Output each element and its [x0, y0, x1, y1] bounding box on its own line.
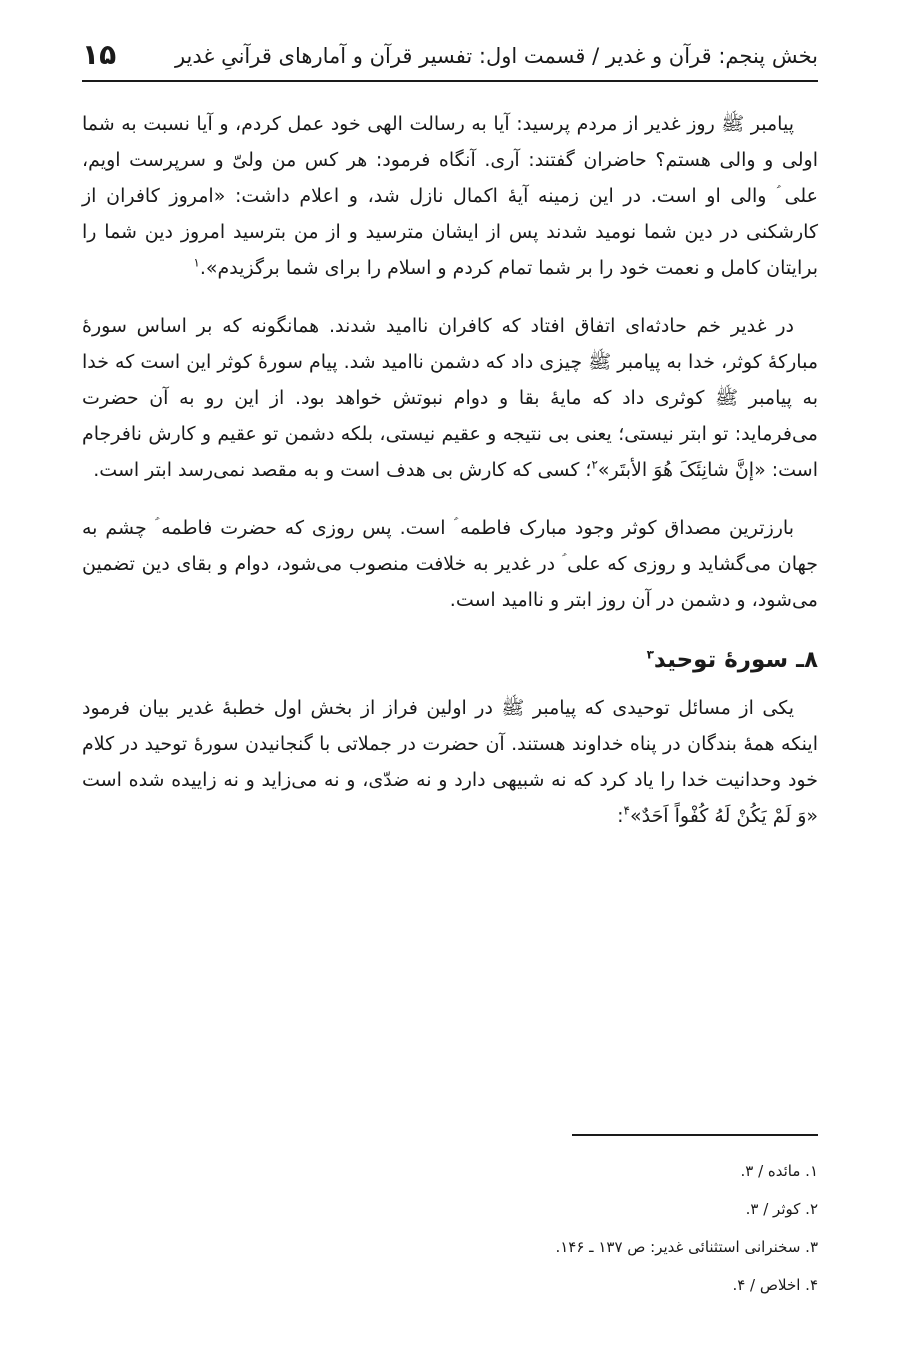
section-heading-text: ۸ـ سورهٔ توحید: [653, 647, 818, 673]
footnote-item: ۴. اخلاص / ۴.: [732, 1276, 818, 1294]
paragraph-2-text-after: ؛ کسی که کارش بی هدف است و به مقصد نمی‌رسد ابتر است.: [93, 459, 592, 481]
paragraph-2-text-before: در غدیر خم حادثه‌ای اتفاق افتاد که کافران ناامید شدند. همانگونه که بر اساس سورهٔ مبارکهٔ کوثر، خدا به پیامبر ﷺ چیزی داد که دشمن ناامید شد. پیام سورهٔ کوثر این است که خدا به پیامبر ﷺ کوثری داد که مایهٔ بقا و دوام نبوتش خواهد بود. از این رو به آن حضرت می‌فرماید: تو ابتر نیستی؛ یعنی بی نتیجه و عقیم نیستی، بلکه دشمن تو عقیم و کارش نافرجام است: «إنَّ شانِئَکَ هُوَ الأبتَر»: [82, 315, 818, 481]
footnote-ref-1: ۱: [193, 255, 200, 270]
paragraph-4-end: :: [617, 805, 624, 827]
paragraph-1-text: پیامبر ﷺ روز غدیر از مردم پرسید: آیا به رسالت الهی خود عمل کردم، و آیا نسبت به شما اولی و والی هستم؟ حاضران گفتند: آری. آنگاه فرمود: هر کس من ولیّ و سرپرست اویم، علی ؑ والی او است. در این زمینه آیهٔ اکمال نازل شد، و اعلام داشت: «امروز کافران از کارشکنی در دین شما نومید شدند پس از ایشان مترسید و از من بترسید امروز دین شما را برایتان کامل و نعمت خود را بر شما تمام کردم و اسلام را برای شما برگزیدم».: [82, 113, 818, 279]
paragraph-1: [82, 106, 818, 286]
paragraph-3-text: بارزترین مصداق کوثر وجود مبارک فاطمه ؑ است. پس روزی که حضرت فاطمه ؑ چشم به جهان می‌گشاید و روزی که علی ؑ در غدیر به خلافت منصوب می‌شود، دوام و بقای دین تضمین می‌شود، و دشمن در آن روز ابتر و ناامید است.: [82, 517, 818, 611]
section-heading: [82, 640, 818, 680]
header-title: بخش پنجم: قرآن و غدیر / قسمت اول: تفسیر قرآن و آمارهای قرآنیِ غدیر: [174, 44, 818, 68]
page-number: ۱۵: [82, 38, 117, 71]
footnote-item: ۳. سخنرانی استثنائی غدیر: ص ۱۳۷ ـ ۱۴۶.: [555, 1238, 818, 1256]
footnotes: [82, 1152, 818, 1304]
main-text: [82, 106, 818, 856]
footnote-ref-2: ۲: [591, 457, 598, 472]
footnote-item: ۲. کوثر / ۳.: [745, 1200, 818, 1218]
paragraph-3: [82, 510, 818, 618]
running-header: [82, 34, 818, 82]
footnote-item: ۱. مائده / ۳.: [740, 1162, 818, 1180]
footnote-ref-4: ۴: [623, 803, 630, 818]
paragraph-4-text: یکی از مسائل توحیدی که پیامبر ﷺ در اولین فراز از بخش اول خطبهٔ غدیر بیان فرمود اینکه همهٔ بندگان در پناه خداوند هستند. آن حضرت در جملاتی با گنجانیدن سورهٔ توحید در کلام خود وحدانیت خدا را یاد کرد که نه شبیهی دارد و نه ضدّی، و نه می‌زاید و نه زاییده شده است «وَ لَمْ یَکُنْ لَهُ کُفْواً اَحَدٌ»: [82, 697, 818, 827]
paragraph-4: [82, 690, 818, 834]
footnote-divider: [572, 1134, 818, 1136]
footnote-ref-3: ۳: [646, 647, 654, 662]
paragraph-2: [82, 308, 818, 488]
